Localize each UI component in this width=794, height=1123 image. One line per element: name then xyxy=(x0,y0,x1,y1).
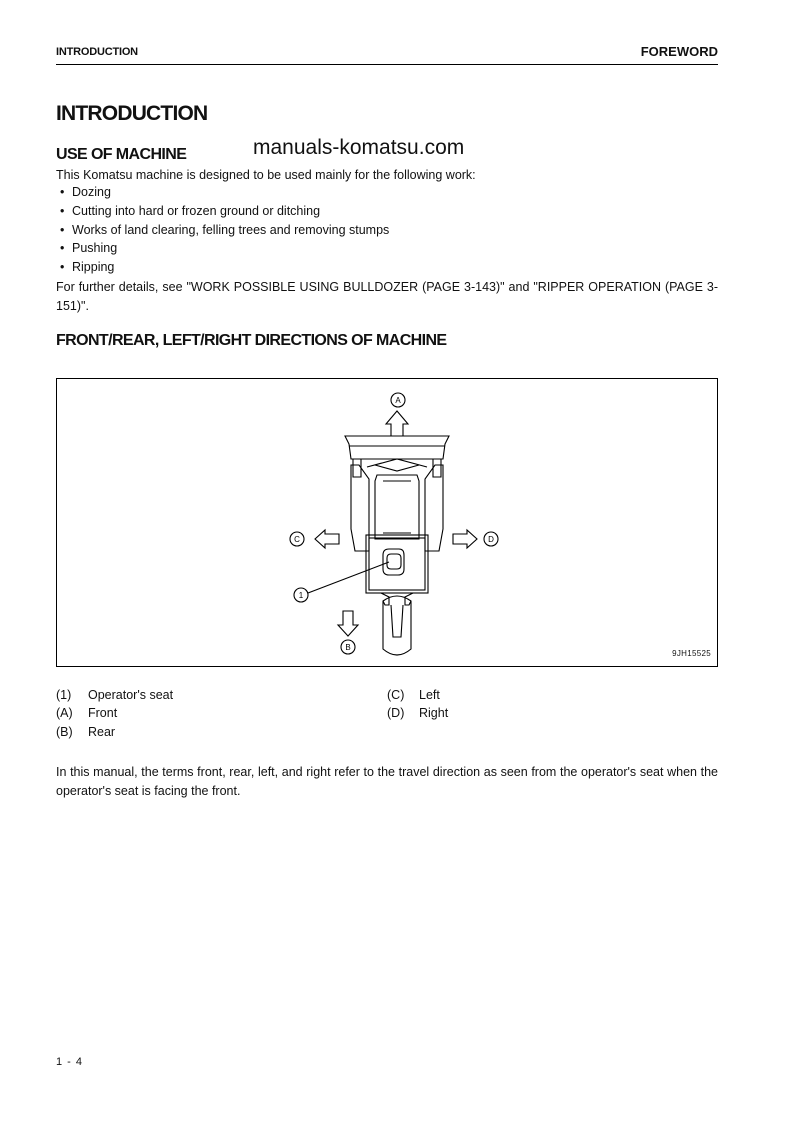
header-chapter: FOREWORD xyxy=(640,44,718,59)
list-item: • Cutting into hard or frozen ground or ditching xyxy=(60,204,321,218)
directions-heading: FRONT/REAR, LEFT/RIGHT DIRECTIONS OF MACHINE xyxy=(56,332,447,349)
callout-c: C xyxy=(294,535,300,544)
use-intro: This Komatsu machine is designed to be used mainly for the following work: xyxy=(56,168,476,182)
list-item: • Ripping xyxy=(60,260,115,274)
bulldozer-top-view-drawing xyxy=(57,379,719,668)
list-item: • Works of land clearing, felling trees and removing stumps xyxy=(60,223,390,237)
legend-item: (B) Rear xyxy=(56,725,116,739)
page-title: INTRODUCTION xyxy=(56,102,208,125)
legend-item: (C) Left xyxy=(387,688,440,702)
legend-item: (D) Right xyxy=(387,706,449,720)
machine-directions-figure xyxy=(56,378,718,667)
list-item: • Pushing xyxy=(60,241,118,255)
list-item: • Dozing xyxy=(60,185,111,199)
directions-note: In this manual, the terms front, rear, left, and right refer to the travel direction as seen from the operator's seat when the operator's seat is facing the front. xyxy=(56,765,718,798)
legend-item: (1) Operator's seat xyxy=(56,688,174,702)
page-number: 1 - 4 xyxy=(56,1056,84,1068)
header-section: INTRODUCTION xyxy=(56,46,138,58)
callout-a: A xyxy=(395,396,401,405)
callout-1: 1 xyxy=(298,591,304,600)
watermark: manuals-komatsu.com xyxy=(253,136,465,159)
legend-item: (A) Front xyxy=(56,706,118,720)
figure-code: 9JH15525 xyxy=(672,649,711,658)
page-header xyxy=(56,44,718,65)
callout-b: B xyxy=(345,643,351,652)
callout-d: D xyxy=(488,535,494,544)
use-of-machine-heading: USE OF MACHINE xyxy=(56,146,187,163)
further-details: For further details, see "WORK POSSIBLE USING BULLDOZER (PAGE 3-143)" and "RIPPER OPERATION (PAGE 3-151)". xyxy=(56,280,718,313)
